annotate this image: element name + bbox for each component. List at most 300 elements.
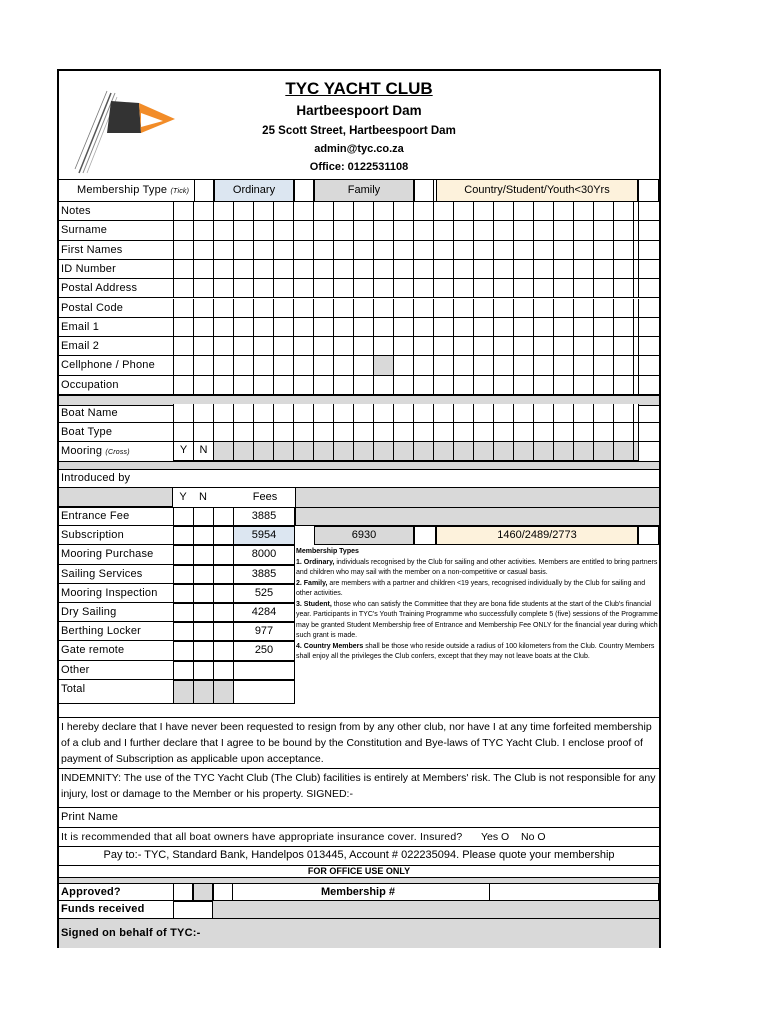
char-box[interactable] xyxy=(633,260,639,279)
char-box[interactable] xyxy=(633,299,639,318)
char-box[interactable] xyxy=(553,423,574,442)
insured-yes-radio[interactable]: Yes O xyxy=(481,831,510,843)
char-box[interactable] xyxy=(293,376,314,395)
char-box[interactable] xyxy=(393,337,414,356)
char-box[interactable] xyxy=(273,260,294,279)
char-box[interactable] xyxy=(333,299,354,318)
char-box[interactable] xyxy=(473,299,494,318)
char-box[interactable] xyxy=(613,356,634,375)
char-box[interactable] xyxy=(293,279,314,298)
char-box[interactable] xyxy=(353,376,374,395)
char-box[interactable] xyxy=(353,260,374,279)
char-box[interactable] xyxy=(633,221,639,240)
char-box[interactable] xyxy=(553,279,574,298)
char-box[interactable] xyxy=(173,376,194,395)
char-box[interactable] xyxy=(273,318,294,337)
char-box[interactable] xyxy=(253,279,274,298)
char-box[interactable] xyxy=(593,376,614,395)
char-box[interactable] xyxy=(253,241,274,260)
char-box[interactable] xyxy=(373,202,394,221)
char-box[interactable] xyxy=(593,337,614,356)
char-box[interactable] xyxy=(313,318,334,337)
char-box[interactable] xyxy=(313,279,334,298)
char-box[interactable] xyxy=(513,202,534,221)
char-box[interactable] xyxy=(413,356,434,375)
char-box[interactable] xyxy=(213,356,234,375)
char-box[interactable] xyxy=(573,356,594,375)
char-box[interactable] xyxy=(613,241,634,260)
char-box[interactable] xyxy=(393,318,414,337)
char-box[interactable] xyxy=(213,423,234,442)
char-box[interactable] xyxy=(553,404,574,423)
char-box[interactable] xyxy=(473,404,494,423)
char-box[interactable] xyxy=(393,423,414,442)
char-box[interactable] xyxy=(353,404,374,423)
signature-row[interactable] xyxy=(59,919,659,948)
char-box[interactable] xyxy=(613,318,634,337)
fee-n-box[interactable] xyxy=(213,622,234,641)
char-box[interactable] xyxy=(473,376,494,395)
char-box[interactable] xyxy=(453,241,474,260)
funds-received-field[interactable] xyxy=(213,901,659,918)
char-box[interactable] xyxy=(193,318,214,337)
char-box[interactable] xyxy=(533,299,554,318)
country-checkbox[interactable] xyxy=(638,179,659,202)
char-box[interactable] xyxy=(533,241,554,260)
char-box[interactable] xyxy=(393,279,414,298)
char-box[interactable] xyxy=(453,260,474,279)
char-box[interactable] xyxy=(493,299,514,318)
char-box[interactable] xyxy=(413,221,434,240)
char-box[interactable] xyxy=(413,260,434,279)
char-box[interactable] xyxy=(193,404,214,423)
char-box[interactable] xyxy=(513,299,534,318)
char-box[interactable] xyxy=(253,423,274,442)
char-box[interactable] xyxy=(513,356,534,375)
char-box[interactable] xyxy=(253,404,274,423)
char-box[interactable] xyxy=(333,279,354,298)
char-box[interactable] xyxy=(193,423,214,442)
char-box[interactable] xyxy=(433,299,454,318)
char-box[interactable] xyxy=(273,423,294,442)
char-box[interactable] xyxy=(253,318,274,337)
char-box[interactable] xyxy=(373,241,394,260)
char-box[interactable] xyxy=(293,318,314,337)
char-box[interactable] xyxy=(433,404,454,423)
char-box[interactable] xyxy=(453,279,474,298)
char-box[interactable] xyxy=(593,241,614,260)
char-box[interactable] xyxy=(453,376,474,395)
fee-y-box[interactable] xyxy=(173,565,194,584)
char-box[interactable] xyxy=(613,279,634,298)
char-box[interactable] xyxy=(613,423,634,442)
mooring-yes-box[interactable]: Y xyxy=(173,442,194,461)
fee-n-box[interactable] xyxy=(213,584,234,603)
char-box[interactable] xyxy=(253,299,274,318)
char-box[interactable] xyxy=(253,221,274,240)
char-box[interactable] xyxy=(373,376,394,395)
char-box[interactable] xyxy=(273,404,294,423)
char-box[interactable] xyxy=(453,221,474,240)
char-box[interactable] xyxy=(433,423,454,442)
char-box[interactable] xyxy=(413,241,434,260)
char-box[interactable] xyxy=(533,221,554,240)
fee-y-box[interactable] xyxy=(173,680,194,704)
char-box[interactable] xyxy=(193,241,214,260)
char-box[interactable] xyxy=(173,337,194,356)
char-box[interactable] xyxy=(173,241,194,260)
char-box[interactable] xyxy=(373,279,394,298)
char-box[interactable] xyxy=(413,318,434,337)
char-box[interactable] xyxy=(213,279,234,298)
char-box[interactable] xyxy=(333,337,354,356)
membership-number-field[interactable] xyxy=(489,883,659,901)
char-box[interactable] xyxy=(353,318,374,337)
funds-received-box[interactable] xyxy=(173,901,213,919)
char-box[interactable] xyxy=(573,241,594,260)
char-box[interactable] xyxy=(633,337,639,356)
char-box[interactable] xyxy=(573,299,594,318)
char-box[interactable] xyxy=(433,260,454,279)
char-box[interactable] xyxy=(453,356,474,375)
char-box[interactable] xyxy=(493,221,514,240)
char-box[interactable] xyxy=(193,202,214,221)
char-box[interactable] xyxy=(353,202,374,221)
char-box[interactable] xyxy=(593,279,614,298)
char-box[interactable] xyxy=(173,202,194,221)
char-box[interactable] xyxy=(493,241,514,260)
char-box[interactable] xyxy=(313,299,334,318)
char-box[interactable] xyxy=(313,241,334,260)
char-box[interactable] xyxy=(613,202,634,221)
char-box[interactable] xyxy=(473,318,494,337)
fee-n-box[interactable] xyxy=(213,545,234,564)
char-box[interactable] xyxy=(533,202,554,221)
char-box[interactable] xyxy=(633,404,639,423)
char-box[interactable] xyxy=(593,318,614,337)
family-subscription-box[interactable] xyxy=(414,526,436,545)
char-box[interactable] xyxy=(633,202,639,221)
char-box[interactable] xyxy=(473,279,494,298)
char-box[interactable] xyxy=(573,423,594,442)
char-box[interactable] xyxy=(393,241,414,260)
char-box[interactable] xyxy=(233,202,254,221)
fee-n-box[interactable] xyxy=(213,565,234,584)
char-box[interactable] xyxy=(453,404,474,423)
fee-n-box[interactable] xyxy=(213,507,234,526)
char-box[interactable] xyxy=(573,202,594,221)
char-box[interactable] xyxy=(573,318,594,337)
char-box[interactable] xyxy=(513,260,534,279)
char-box[interactable] xyxy=(173,423,194,442)
char-box[interactable] xyxy=(213,241,234,260)
char-box[interactable] xyxy=(313,404,334,423)
fee-y-box[interactable] xyxy=(173,661,194,680)
country-subscription-box[interactable] xyxy=(638,526,659,545)
char-box[interactable] xyxy=(513,279,534,298)
char-box[interactable] xyxy=(373,404,394,423)
char-box[interactable] xyxy=(313,337,334,356)
char-box[interactable] xyxy=(413,202,434,221)
char-box[interactable] xyxy=(593,221,614,240)
char-box[interactable] xyxy=(173,279,194,298)
char-box[interactable] xyxy=(353,279,374,298)
char-box[interactable] xyxy=(353,241,374,260)
char-box[interactable] xyxy=(393,376,414,395)
char-box[interactable] xyxy=(173,260,194,279)
fee-n-box[interactable] xyxy=(213,526,234,545)
char-box[interactable] xyxy=(633,356,639,375)
char-box[interactable] xyxy=(393,299,414,318)
char-box[interactable] xyxy=(513,221,534,240)
char-box[interactable] xyxy=(413,404,434,423)
char-box[interactable] xyxy=(333,221,354,240)
ordinary-checkbox[interactable] xyxy=(294,179,314,202)
char-box[interactable] xyxy=(233,318,254,337)
char-box[interactable] xyxy=(193,260,214,279)
char-box[interactable] xyxy=(353,221,374,240)
print-name-row[interactable] xyxy=(59,809,659,827)
char-box[interactable] xyxy=(433,279,454,298)
char-box[interactable] xyxy=(473,337,494,356)
fee-n-box[interactable] xyxy=(213,661,234,680)
char-box[interactable] xyxy=(373,318,394,337)
char-box[interactable] xyxy=(173,318,194,337)
char-box[interactable] xyxy=(513,376,534,395)
char-box[interactable] xyxy=(293,356,314,375)
char-box[interactable] xyxy=(533,423,554,442)
char-box[interactable] xyxy=(373,356,394,375)
char-box[interactable] xyxy=(173,356,194,375)
char-box[interactable] xyxy=(353,337,374,356)
char-box[interactable] xyxy=(333,423,354,442)
fee-y-box[interactable] xyxy=(173,545,194,564)
char-box[interactable] xyxy=(213,260,234,279)
char-box[interactable] xyxy=(633,318,639,337)
char-box[interactable] xyxy=(513,423,534,442)
char-box[interactable] xyxy=(553,202,574,221)
char-box[interactable] xyxy=(193,299,214,318)
approved-yes-box[interactable] xyxy=(173,883,193,901)
char-box[interactable] xyxy=(293,202,314,221)
char-box[interactable] xyxy=(513,337,534,356)
char-box[interactable] xyxy=(353,423,374,442)
fee-y-box[interactable] xyxy=(173,603,194,622)
char-box[interactable] xyxy=(453,202,474,221)
char-box[interactable] xyxy=(233,241,254,260)
char-box[interactable] xyxy=(233,404,254,423)
option-family[interactable]: Family xyxy=(314,179,414,202)
char-box[interactable] xyxy=(433,337,454,356)
char-box[interactable] xyxy=(553,318,574,337)
char-box[interactable] xyxy=(333,376,354,395)
char-box[interactable] xyxy=(193,376,214,395)
char-box[interactable] xyxy=(493,202,514,221)
char-box[interactable] xyxy=(293,299,314,318)
char-box[interactable] xyxy=(433,376,454,395)
char-box[interactable] xyxy=(633,376,639,395)
fee-n-box[interactable] xyxy=(213,641,234,660)
char-box[interactable] xyxy=(253,337,274,356)
char-box[interactable] xyxy=(493,260,514,279)
char-box[interactable] xyxy=(453,423,474,442)
char-box[interactable] xyxy=(353,299,374,318)
char-box[interactable] xyxy=(533,356,554,375)
char-box[interactable] xyxy=(253,260,274,279)
char-box[interactable] xyxy=(553,221,574,240)
char-box[interactable] xyxy=(433,318,454,337)
char-box[interactable] xyxy=(393,404,414,423)
char-box[interactable] xyxy=(173,221,194,240)
char-box[interactable] xyxy=(633,279,639,298)
char-box[interactable] xyxy=(233,376,254,395)
char-box[interactable] xyxy=(493,376,514,395)
approved-no-box[interactable] xyxy=(213,883,233,901)
char-box[interactable] xyxy=(553,241,574,260)
char-box[interactable] xyxy=(393,356,414,375)
char-box[interactable] xyxy=(333,202,354,221)
char-box[interactable] xyxy=(233,299,254,318)
char-box[interactable] xyxy=(373,337,394,356)
char-box[interactable] xyxy=(433,241,454,260)
char-box[interactable] xyxy=(493,356,514,375)
char-box[interactable] xyxy=(453,318,474,337)
char-box[interactable] xyxy=(473,356,494,375)
char-box[interactable] xyxy=(493,318,514,337)
char-box[interactable] xyxy=(613,260,634,279)
char-box[interactable] xyxy=(473,423,494,442)
char-box[interactable] xyxy=(373,221,394,240)
char-box[interactable] xyxy=(273,356,294,375)
char-box[interactable] xyxy=(513,318,534,337)
char-box[interactable] xyxy=(593,299,614,318)
char-box[interactable] xyxy=(213,376,234,395)
char-box[interactable] xyxy=(233,356,254,375)
char-box[interactable] xyxy=(553,376,574,395)
char-box[interactable] xyxy=(173,299,194,318)
char-box[interactable] xyxy=(573,221,594,240)
char-box[interactable] xyxy=(513,241,534,260)
char-box[interactable] xyxy=(333,241,354,260)
char-box[interactable] xyxy=(233,423,254,442)
membership-type-checkbox-0[interactable] xyxy=(194,179,214,202)
char-box[interactable] xyxy=(433,221,454,240)
fee-y-box[interactable] xyxy=(173,526,194,545)
char-box[interactable] xyxy=(233,279,254,298)
char-box[interactable] xyxy=(433,202,454,221)
char-box[interactable] xyxy=(313,202,334,221)
char-box[interactable] xyxy=(633,423,639,442)
char-box[interactable] xyxy=(253,356,274,375)
char-box[interactable] xyxy=(553,337,574,356)
char-box[interactable] xyxy=(333,260,354,279)
char-box[interactable] xyxy=(193,221,214,240)
char-box[interactable] xyxy=(593,202,614,221)
char-box[interactable] xyxy=(333,318,354,337)
char-box[interactable] xyxy=(593,423,614,442)
char-box[interactable] xyxy=(193,279,214,298)
char-box[interactable] xyxy=(293,241,314,260)
char-box[interactable] xyxy=(273,279,294,298)
char-box[interactable] xyxy=(213,221,234,240)
char-box[interactable] xyxy=(453,337,474,356)
char-box[interactable] xyxy=(273,299,294,318)
fee-y-box[interactable] xyxy=(173,641,194,660)
char-box[interactable] xyxy=(273,337,294,356)
char-box[interactable] xyxy=(293,337,314,356)
char-box[interactable] xyxy=(353,356,374,375)
char-box[interactable] xyxy=(273,376,294,395)
char-box[interactable] xyxy=(533,337,554,356)
char-box[interactable] xyxy=(273,241,294,260)
char-box[interactable] xyxy=(393,202,414,221)
char-box[interactable] xyxy=(573,279,594,298)
char-box[interactable] xyxy=(493,337,514,356)
char-box[interactable] xyxy=(473,241,494,260)
char-box[interactable] xyxy=(413,337,434,356)
char-box[interactable] xyxy=(233,221,254,240)
char-box[interactable] xyxy=(293,423,314,442)
fee-y-box[interactable] xyxy=(173,622,194,641)
char-box[interactable] xyxy=(213,337,234,356)
char-box[interactable] xyxy=(293,260,314,279)
char-box[interactable] xyxy=(213,202,234,221)
char-box[interactable] xyxy=(553,299,574,318)
char-box[interactable] xyxy=(253,202,274,221)
char-box[interactable] xyxy=(293,404,314,423)
char-box[interactable] xyxy=(573,260,594,279)
char-box[interactable] xyxy=(373,299,394,318)
char-box[interactable] xyxy=(633,241,639,260)
char-box[interactable] xyxy=(593,356,614,375)
char-box[interactable] xyxy=(433,356,454,375)
fee-y-box[interactable] xyxy=(173,507,194,526)
char-box[interactable] xyxy=(613,221,634,240)
char-box[interactable] xyxy=(493,404,514,423)
char-box[interactable] xyxy=(213,404,234,423)
char-box[interactable] xyxy=(293,221,314,240)
char-box[interactable] xyxy=(393,221,414,240)
char-box[interactable] xyxy=(273,202,294,221)
char-box[interactable] xyxy=(513,404,534,423)
char-box[interactable] xyxy=(553,260,574,279)
char-box[interactable] xyxy=(413,279,434,298)
char-box[interactable] xyxy=(313,356,334,375)
char-box[interactable] xyxy=(273,221,294,240)
fee-n-box[interactable] xyxy=(213,603,234,622)
char-box[interactable] xyxy=(613,337,634,356)
char-box[interactable] xyxy=(413,423,434,442)
char-box[interactable] xyxy=(493,279,514,298)
char-box[interactable] xyxy=(253,376,274,395)
char-box[interactable] xyxy=(393,260,414,279)
char-box[interactable] xyxy=(413,299,434,318)
char-box[interactable] xyxy=(233,337,254,356)
char-box[interactable] xyxy=(173,404,194,423)
char-box[interactable] xyxy=(313,423,334,442)
char-box[interactable] xyxy=(613,404,634,423)
char-box[interactable] xyxy=(453,299,474,318)
char-box[interactable] xyxy=(593,260,614,279)
char-box[interactable] xyxy=(413,376,434,395)
char-box[interactable] xyxy=(193,337,214,356)
char-box[interactable] xyxy=(313,221,334,240)
char-box[interactable] xyxy=(533,260,554,279)
char-box[interactable] xyxy=(493,423,514,442)
char-box[interactable] xyxy=(213,299,234,318)
insured-no-radio[interactable]: No O xyxy=(521,831,546,843)
mooring-no-box[interactable]: N xyxy=(193,442,214,461)
